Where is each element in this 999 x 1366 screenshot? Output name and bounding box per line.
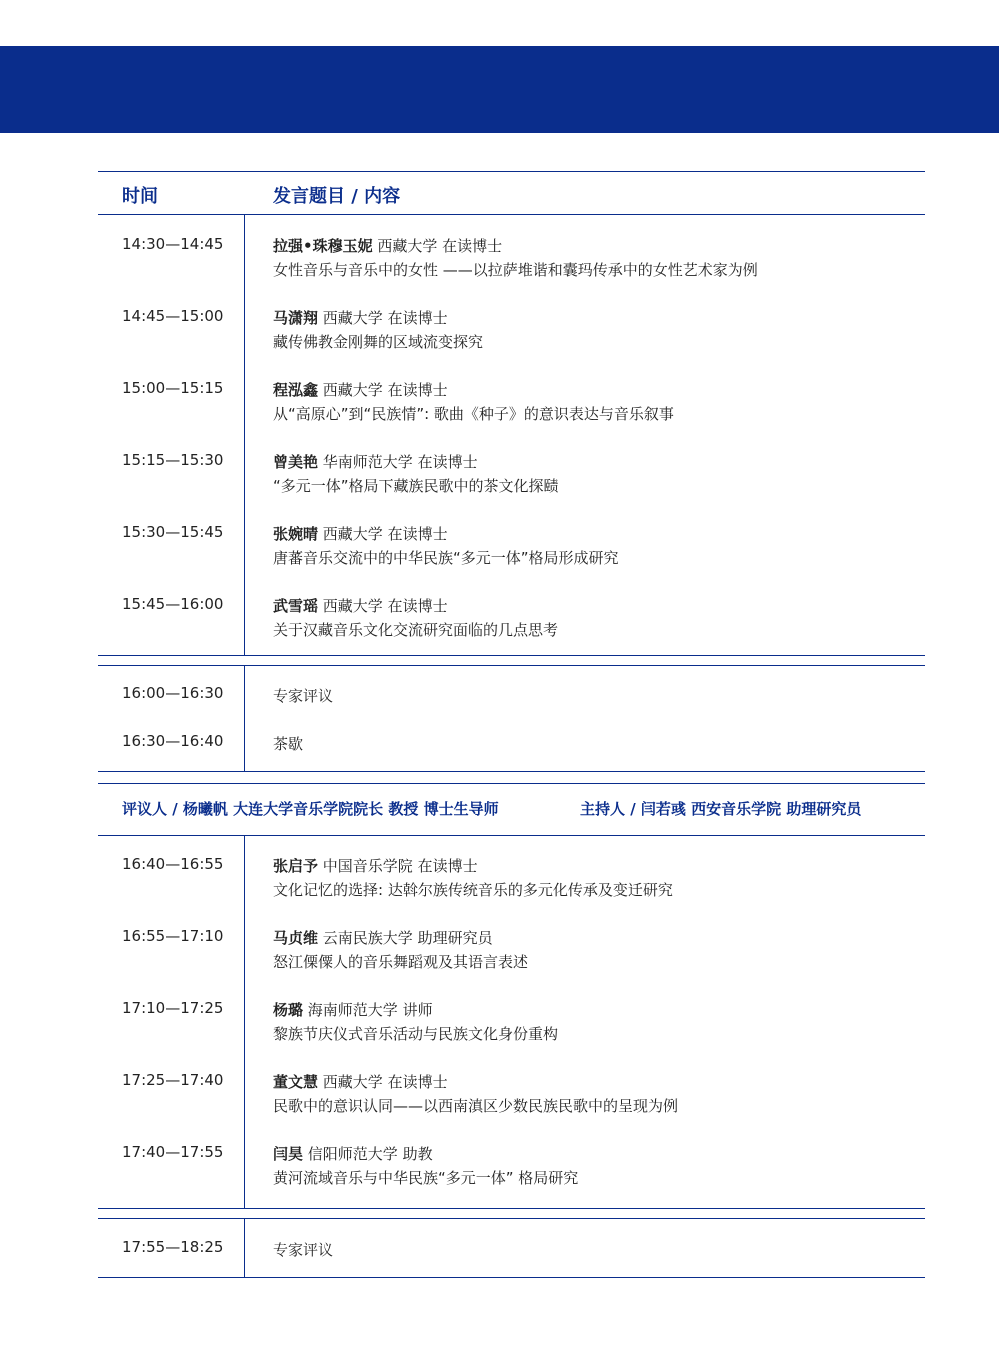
slot-time: 16:55—17:10	[122, 927, 224, 945]
speaker-affiliation: 中国音乐学院 在读博士	[322, 857, 478, 875]
speaker	[273, 927, 493, 948]
slot-time: 16:30—16:40	[122, 732, 224, 750]
column-divider	[244, 665, 245, 771]
speaker	[273, 999, 433, 1020]
slot-time: 17:10—17:25	[122, 999, 224, 1017]
column-divider	[244, 835, 245, 1208]
speaker-name: 张婉晴	[273, 525, 319, 543]
speaker-name: 杨璐	[273, 1001, 304, 1019]
speaker-name: 张启予	[273, 857, 319, 875]
speaker	[273, 235, 502, 256]
speaker-affiliation: 西藏大学 在读博士	[322, 309, 448, 327]
divider	[98, 1277, 925, 1278]
break-label: 茶歇	[273, 735, 304, 753]
speaker-affiliation: 信阳师范大学 助教	[307, 1145, 433, 1163]
speaker-name: 马潇翔	[273, 309, 319, 327]
reviewer-line: 评议人 / 杨曦帆 大连大学音乐学院院长 教授 博士生导师	[122, 800, 499, 818]
speaker-affiliation: 西藏大学 在读博士	[322, 525, 448, 543]
time-column-header: 时间	[122, 186, 158, 207]
talk-title: 女性音乐与音乐中的女性 ——以拉萨堆谐和囊玛传承中的女性艺术家为例	[273, 261, 758, 279]
slot-time: 17:25—17:40	[122, 1071, 224, 1089]
talk-title: “多元一体”格局下藏族民歌中的茶文化探赜	[273, 477, 559, 495]
speaker	[273, 1071, 448, 1092]
speaker	[273, 379, 448, 400]
speaker-name: 曾美艳	[273, 453, 319, 471]
slot-time: 16:00—16:30	[122, 684, 224, 702]
speaker-name: 董文慧	[273, 1073, 319, 1091]
slot-time: 15:15—15:30	[122, 451, 224, 469]
column-divider	[244, 1218, 245, 1277]
speaker-name: 拉强•珠穆玉妮	[273, 237, 373, 255]
speaker-name: 程泓鑫	[273, 381, 319, 399]
speaker-affiliation: 云南民族大学 助理研究员	[322, 929, 493, 947]
speaker-affiliation: 海南师范大学 讲师	[307, 1001, 433, 1019]
talk-title: 黄河流域音乐与中华民族“多元一体” 格局研究	[273, 1169, 579, 1187]
speaker-affiliation: 西藏大学 在读博士	[322, 1073, 448, 1091]
speaker-name: 闫昊	[273, 1145, 304, 1163]
divider	[98, 1218, 925, 1219]
speaker-affiliation: 华南师范大学 在读博士	[322, 453, 478, 471]
slot-time: 16:40—16:55	[122, 855, 224, 873]
divider	[98, 771, 925, 772]
divider	[98, 214, 925, 215]
talk-title: 唐蕃音乐交流中的中华民族“多元一体”格局形成研究	[273, 549, 619, 567]
talk-title: 从“高原心”到“民族情”: 歌曲《种子》的意识表达与音乐叙事	[273, 405, 674, 423]
speaker	[273, 307, 448, 328]
speaker-name: 马贞维	[273, 929, 319, 947]
slot-time: 15:45—16:00	[122, 595, 224, 613]
topic-column-header: 发言题目 / 内容	[273, 186, 401, 207]
speaker-affiliation: 西藏大学 在读博士	[377, 237, 503, 255]
slot-time: 14:45—15:00	[122, 307, 224, 325]
speaker-affiliation: 西藏大学 在读博士	[322, 597, 448, 615]
break-label: 专家评议	[273, 687, 334, 705]
slot-time: 17:40—17:55	[122, 1143, 224, 1161]
column-divider	[244, 214, 245, 655]
header-banner	[0, 46, 999, 133]
speaker	[273, 855, 478, 876]
speaker	[273, 1143, 433, 1164]
talk-title: 怒江傈僳人的音乐舞蹈观及其语言表述	[273, 953, 529, 971]
talk-title: 文化记忆的选择: 达斡尔族传统音乐的多元化传承及变迁研究	[273, 881, 673, 899]
speaker	[273, 451, 478, 472]
slot-time: 15:00—15:15	[122, 379, 224, 397]
divider	[98, 1208, 925, 1209]
divider	[98, 171, 925, 172]
talk-title: 民歌中的意识认同——以西南滇区少数民族民歌中的呈现为例	[273, 1097, 679, 1115]
host-line: 主持人 / 闫若彧 西安音乐学院 助理研究员	[580, 800, 862, 818]
speaker	[273, 523, 448, 544]
divider	[98, 655, 925, 656]
talk-title: 黎族节庆仪式音乐活动与民族文化身份重构	[273, 1025, 559, 1043]
slot-time: 15:30—15:45	[122, 523, 224, 541]
talk-title: 藏传佛教金刚舞的区域流变探究	[273, 333, 484, 351]
speaker-name: 武雪瑶	[273, 597, 319, 615]
divider	[98, 835, 925, 836]
talk-title: 关于汉藏音乐文化交流研究面临的几点思考	[273, 621, 559, 639]
divider	[98, 665, 925, 666]
speaker	[273, 595, 448, 616]
slot-time: 17:55—18:25	[122, 1238, 224, 1256]
speaker-affiliation: 西藏大学 在读博士	[322, 381, 448, 399]
divider	[98, 783, 925, 784]
break-label: 专家评议	[273, 1241, 334, 1259]
slot-time: 14:30—14:45	[122, 235, 224, 253]
